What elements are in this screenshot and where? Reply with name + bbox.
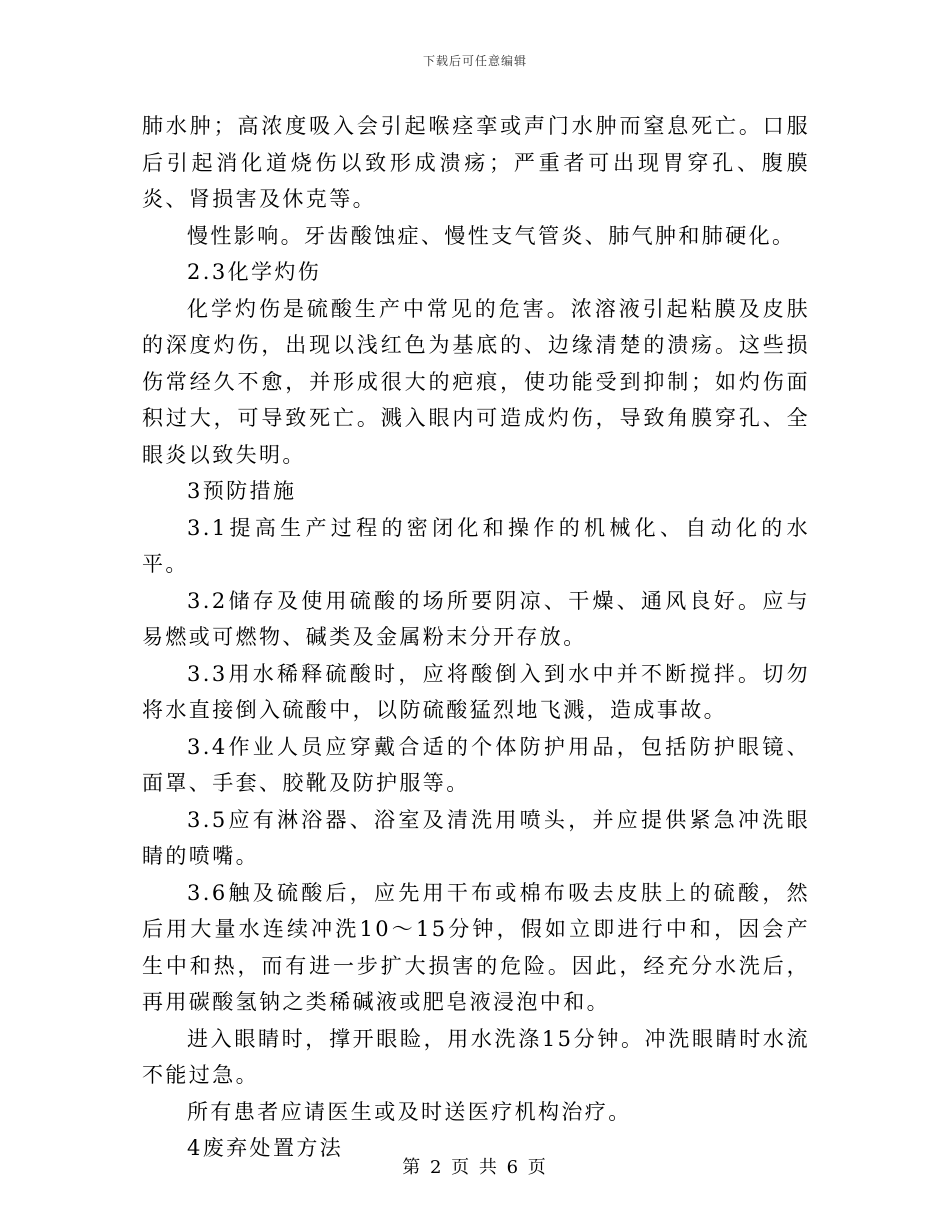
- paragraph-seek-medical: 所有患者应请医生或及时送医疗机构治疗。: [187, 1099, 632, 1124]
- paragraph-prevention-3-6: 3.6触及硫酸后，应先用干布或棉布吸去皮肤上的硫酸，然后用大量水连续冲洗10～15分钟，假如立即进行中和，因会产生中和热，而有进一步扩大损害的危险。因此，经充分水洗后，再用碳酸氢钠之类稀碱液或肥皂液浸泡中和。: [142, 880, 810, 1014]
- paragraph-prevention-3-1: 3.1提高生产过程的密闭化和操作的机械化、自动化的水平。: [142, 515, 810, 576]
- paragraph-eye-contact: 进入眼睛时，撑开眼睑，用水洗涤15分钟。冲洗眼睛时水流不能过急。: [142, 1026, 810, 1087]
- paragraph-prevention-3-5: 3.5应有淋浴器、浴室及清洗用喷头，并应提供紧急冲洗眼睛的喷嘴。: [142, 807, 810, 868]
- document-body: [142, 108, 810, 1167]
- paragraph-pulmonary-edema: 肺水肿；高浓度吸入会引起喉痉挛或声门水肿而窒息死亡。口服后引起消化道烧伤以致形成溃疡；严重者可出现胃穿孔、腹膜炎、肾损害及休克等。: [142, 114, 810, 211]
- section-heading-disposal: 4废弃处置方法: [187, 1136, 344, 1160]
- page-header: 下载后可任意编辑: [422, 54, 527, 68]
- page-number-footer: 第 2 页 共 6 页: [402, 1157, 548, 1178]
- paragraph-prevention-3-3: 3.3用水稀释硫酸时，应将酸倒入到水中并不断搅拌。切勿将水直接倒入硫酸中，以防硫酸猛烈地飞溅，造成事故。: [142, 661, 810, 722]
- paragraph-chemical-burns: 化学灼伤是硫酸生产中常见的危害。浓溶液引起粘膜及皮肤的深度灼伤，出现以浅红色为基底的、边缘清楚的溃疡。这些损伤常经久不愈，并形成很大的疤痕，使功能受到抑制；如灼伤面积过大，可导致死亡。溅入眼内可造成灼伤，导致角膜穿孔、全眼炎以致失明。: [142, 296, 810, 467]
- section-heading-prevention: 3预防措施: [187, 479, 297, 503]
- paragraph-prevention-3-2: 3.2储存及使用硫酸的场所要阴凉、干燥、通风良好。应与易燃或可燃物、碱类及金属粉末分开存放。: [142, 588, 810, 649]
- paragraph-prevention-3-4: 3.4作业人员应穿戴合适的个体防护用品，包括防护眼镜、面罩、手套、胶靴及防护服等。: [142, 734, 810, 795]
- paragraph-chronic-effects: 慢性影响。牙齿酸蚀症、慢性支气管炎、肺气肿和肺硬化。: [187, 223, 796, 248]
- section-heading-chemical-burns: 2.3化学灼伤: [187, 260, 322, 284]
